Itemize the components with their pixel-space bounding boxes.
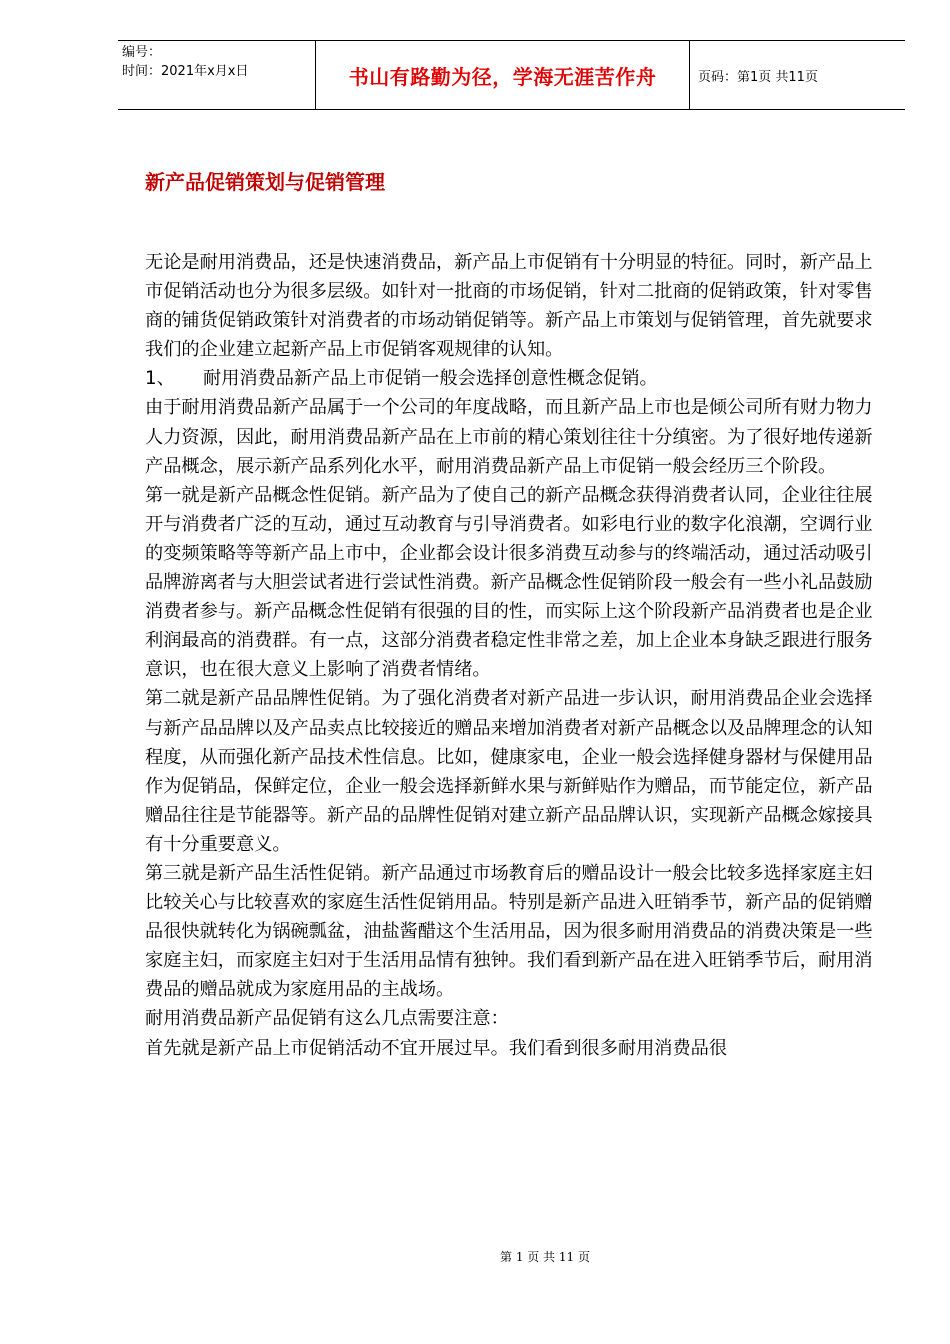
numbered-item-number: 1、 bbox=[145, 368, 175, 390]
paragraph-intro: 无论是耐用消费品，还是快速消费品，新产品上市促销有十分明显的特征。同时，新产品上市促销活动也分为很多层级。如针对一批商的市场促销，针对二批商的促销政策，针对零售商的铺货促销政策针对消费者的市场动销促销等。新产品上市策划与促销管理，首先就要求我们的企业建立起新产品上市促销客观规律的认知。 bbox=[145, 252, 873, 361]
numbered-item-text: 耐用消费品新产品上市促销一般会选择创意性概念促销。 bbox=[203, 368, 658, 390]
paragraph: 第三就是新产品生活性促销。新产品通过市场教育后的赠品设计一般会比较多选择家庭主妇比较关心与比较喜欢的家庭生活性促销用品。特别是新产品进入旺销季节，新产品的促销赠品很快就转化为锅碗瓢盆，油盐酱醋这个生活用品，因为很多耐用消费品的消费决策是一些家庭主妇，而家庭主妇对于生活用品情有独钟。我们看到新产品在进入旺销季节后，耐用消费品的赠品就成为家庭用品的主战场。 bbox=[145, 862, 873, 1001]
header-motto-cell bbox=[316, 41, 690, 109]
paragraph: 由于耐用消费品新产品属于一个公司的年度战略，而且新产品上市也是倾公司所有财力物力人力资源，因此，耐用消费品新产品在上市前的精心策划往往十分缜密。为了很好地传递新产品概念，展示新产品系列化水平，耐用消费品新产品上市促销一般会经历三个阶段。 bbox=[145, 397, 873, 477]
header-time-label: 时间：2021年x月x日 bbox=[122, 64, 249, 79]
numbered-item bbox=[145, 364, 885, 393]
paragraph: 耐用消费品新产品促销有这么几点需要注意： bbox=[145, 1008, 509, 1030]
paragraph: 第二就是新产品品牌性促销。为了强化消费者对新产品进一步认识，耐用消费品企业会选择与新产品品牌以及产品卖点比较接近的赠品来增加消费者对新产品概念以及品牌理念的认知程度，从而强化新产品技术性信息。比如，健康家电，企业一般会选择健身器材与保健用品作为促销品，保鲜定位，企业一般会选择新鲜水果与新鲜贴作为赠品，而节能定位，新产品赠品往往是节能器等。新产品的品牌性促销对建立新产品品牌认识，实现新产品概念嫁接具有十分重要意义。 bbox=[145, 688, 873, 855]
paragraph: 第一就是新产品概念性促销。新产品为了使自己的新产品概念获得消费者认同，企业往往展开与消费者广泛的互动，通过互动教育与引导消费者。如彩电行业的数字化浪潮，空调行业的变频策略等等新产品上市中，企业都会设计很多消费互动参与的终端活动，通过活动吸引品牌游离者与大胆尝试者进行尝试性消费。新产品概念性促销阶段一般会有一些小礼品鼓励消费者参与。新产品概念性促销有很强的目的性，而实际上这个阶段新产品消费者也是企业利润最高的消费群。有一点，这部分消费者稳定性非常之差，加上企业本身缺乏跟进行服务意识，也在很大意义上影响了消费者情绪。 bbox=[145, 484, 873, 681]
header-page-label: 页码：第1页 共11页 bbox=[698, 69, 818, 85]
header-page-cell bbox=[690, 41, 905, 109]
document-body bbox=[145, 248, 885, 1063]
header-motto: 书山有路勤为径，学海无涯苦作舟 bbox=[348, 64, 657, 89]
document-title: 新产品促销策划与促销管理 bbox=[145, 170, 385, 194]
page-footer: 第 1 页 共 11 页 bbox=[500, 1250, 590, 1264]
header-meta bbox=[118, 41, 316, 109]
document-header bbox=[118, 40, 905, 110]
paragraph: 首先就是新产品上市促销活动不宜开展过早。我们看到很多耐用消费品很 bbox=[145, 1037, 728, 1059]
header-number-label: 编号： bbox=[122, 45, 162, 60]
